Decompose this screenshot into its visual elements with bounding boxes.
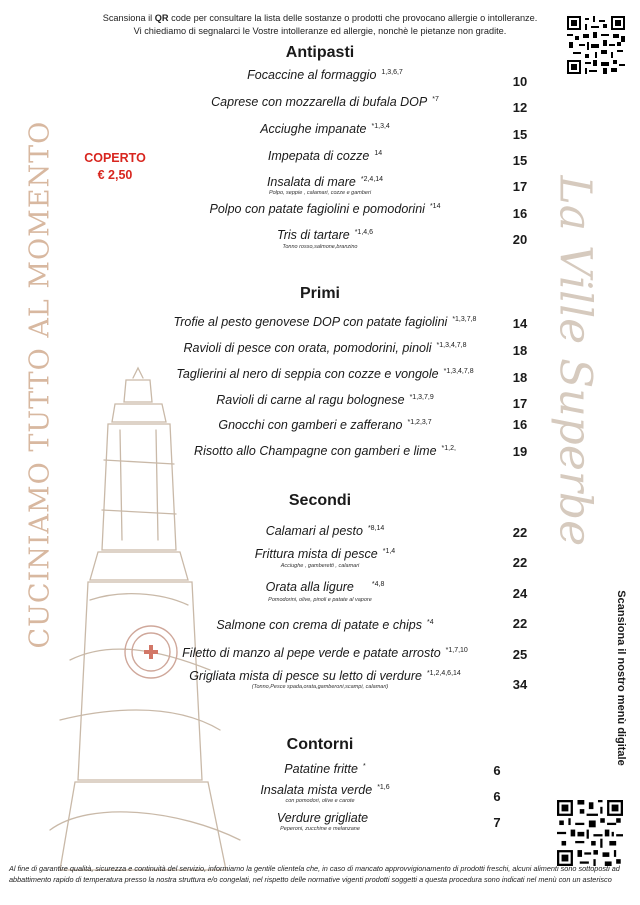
menu-item: Risotto allo Champagne con gamberi e lime $^{*1,2,}$ xyxy=(194,444,456,458)
menu-item: Insalata di mare $^{*2,4,14}$ xyxy=(266,175,384,189)
menu-item: Filetto di manzo al pepe verde e patate arrosto $^{*1,7,10}$ xyxy=(182,646,468,660)
menu-item: Patatine fritte * xyxy=(284,762,366,776)
item-description: con pomodori, olive e carote xyxy=(285,798,355,804)
item-description: Tonno rosso,salmone,branzino xyxy=(282,244,358,250)
section-title-secondi: Secondi xyxy=(288,492,352,509)
item-price: 22 xyxy=(512,616,528,631)
item-price: 6 xyxy=(493,789,501,804)
item-price: 17 xyxy=(512,179,528,194)
item-price: 25 xyxy=(512,647,528,662)
section-title-antipasti: Antipasti xyxy=(285,44,355,61)
menu-item: Gnocchi con gamberi e zafferano $^{*1,2,3,7}$ xyxy=(218,418,432,432)
item-price: 18 xyxy=(512,370,528,385)
item-price: 12 xyxy=(512,100,528,115)
item-price: 6 xyxy=(493,763,501,778)
item-price: 7 xyxy=(493,815,501,830)
allergen-info-note: Scansiona il QR code per consultare la lista delle sostanze o prodotti che provocano allergie o intolleranze. Vi chiediamo di segnalarci le Vostre intolleranze ed allergie, nonchè le pietanze non gradite. xyxy=(102,13,538,36)
menu-item: Tris di tartare $^{*1,4,6}$ xyxy=(277,228,373,242)
section-title-contorni: Contorni xyxy=(286,736,354,753)
item-price: 15 xyxy=(512,153,528,168)
menu-item: Verdure grigliate xyxy=(276,811,369,825)
cover-charge-price: € 2,50 xyxy=(97,168,133,182)
item-price: 20 xyxy=(512,232,528,247)
item-price: 15 xyxy=(512,127,528,142)
item-price: 14 xyxy=(512,316,528,331)
item-description: Peperoni, zucchine e melanzane xyxy=(280,826,360,832)
menu-item: Acciughe impanate $^{*1,3,4}$ xyxy=(260,122,390,136)
menu-item: Ravioli di carne al ragu bolognese $^{*1,3,7,9}$ xyxy=(216,393,434,407)
menu-item: Focaccine al formaggio $^{1,3,6,7}$ xyxy=(247,68,403,82)
menu-item: Ravioli di pesce con orata, pomodorini, pinoli $^{*1,3,4,7,8}$ xyxy=(183,341,467,355)
side-slogan: CUCINIAMO TUTTO AL MOMENTO xyxy=(24,120,56,649)
allergen-qr-code[interactable] xyxy=(567,16,625,74)
item-price: 18 xyxy=(512,343,528,358)
item-description: Pomodorini, olive, pinoli e patate al vapore xyxy=(268,597,372,603)
item-description: Polpo, seppie , calamari, cozze e gamberi xyxy=(268,190,372,196)
menu-item: Insalata mista verde $^{*1,6}$ xyxy=(260,783,390,797)
item-price: 34 xyxy=(512,677,528,692)
menu-item: Trofie al pesto genovese DOP con patate fagiolini $^{*1,3,7,8}$ xyxy=(173,315,477,329)
item-price: 17 xyxy=(512,396,528,411)
menu-item: Frittura mista di pesce $^{*1,4}$ xyxy=(254,547,396,561)
digital-menu-qr-code[interactable] xyxy=(557,800,623,866)
item-price: 22 xyxy=(512,555,528,570)
item-price: 16 xyxy=(512,417,528,432)
menu-item: Polpo con patate fagiolini e pomodorini $^{*14}$ xyxy=(209,202,441,216)
digital-menu-label: Scansiona il nostro menù digitale xyxy=(615,590,627,766)
item-price: 19 xyxy=(512,444,528,459)
item-description: Acciughe , gamberetti , calamari xyxy=(280,563,360,569)
item-description: (Tonno,Pesce spada,orata,gamberoni,scampi, calamari) xyxy=(251,684,389,690)
section-title-primi: Primi xyxy=(299,285,340,302)
menu-item: Grigliata mista di pesce su letto di verdure $^{*1,2,4,6,14}$ xyxy=(189,669,461,683)
menu-item: Taglierini al nero di seppia con cozze e vongole $^{*1,3,4,7,8}$ xyxy=(176,367,474,381)
footer-disclaimer: Al fine di garantire qualità, sicurezza e continuità del servizio, informiamo la gentile clientela che, in caso di mancato approvvigionamento di prodotti freschi, alcuni alimenti sono sottoposti ad abbattimento rapido di temperatura presso la nostra struttura e/o congelati, nel rispetto delle normative vigenti prodotti soggetti a questa procedura sono indicati nel menù con un asterisco xyxy=(9,864,620,884)
item-price: 22 xyxy=(512,525,528,540)
menu-item: Orata alla ligure $^{*4,8}$ xyxy=(265,580,385,594)
restaurant-logo-script: La Ville Superbe xyxy=(549,175,601,547)
menu-item: Impepata di cozze $^{14}$ xyxy=(267,149,383,163)
menu-item: Caprese con mozzarella di bufala DOP $^{*7}$ xyxy=(211,95,439,109)
menu-item: Salmone con crema di patate e chips $^{*4}$ xyxy=(216,618,434,632)
menu-item: Calamari al pesto $^{*8,14}$ xyxy=(265,524,385,538)
cover-charge xyxy=(70,150,160,184)
item-price: 16 xyxy=(512,206,528,221)
cover-charge-label: COPERTO xyxy=(84,151,146,165)
item-price: 24 xyxy=(512,586,528,601)
item-price: 10 xyxy=(512,74,528,89)
